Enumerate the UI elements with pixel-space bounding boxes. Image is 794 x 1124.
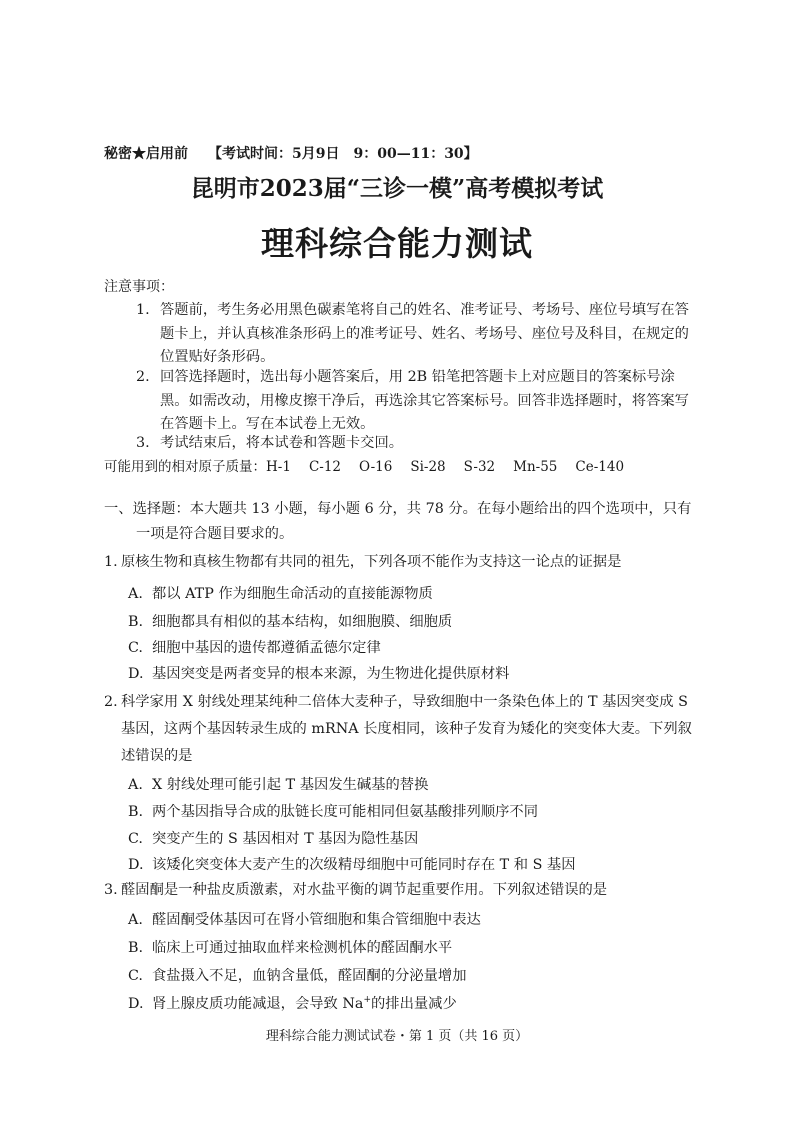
option-text: 醛固酮受体基因可在肾小管细胞和集合管细胞中表达 [152,912,481,928]
option-label: C. [128,831,143,847]
option-text: 细胞中基因的遗传都遵循孟德尔定律 [152,640,381,656]
option-text-tail: 的排出量减少 [370,996,457,1012]
atomic-masses-label: 可能用到的相对原子质量： [104,459,266,475]
atomic-mass-c: C-12 [308,459,342,475]
question-1-option-a [128,583,433,603]
question-number: 1. [104,554,118,570]
notice-item-text: 回答选择题时，选出每小题答案后，用 2B 铅笔把答题卡上对应题目的答案标号涂黑。如需改动，用橡皮擦干净后，再选涂其它答案标号。回答非选择题时，将答案写在答题卡上。写在本试卷上无效。 [160,369,689,432]
atomic-mass-s: S-32 [463,459,496,475]
option-superscript: + [363,995,371,1006]
notice-item-text: 答题前，考生务必用黑色碳素笔将自己的姓名、准考证号、考场号、座位号填写在答题卡上，并认真核准条形码上的准考证号、姓名、考场号、座位号及科目，在规定的位置贴好条形码。 [160,302,689,365]
notice-item-number: 2. [136,369,150,385]
option-label: B. [128,804,144,820]
option-label: B. [128,614,144,630]
option-text: 突变产生的 S 基因相对 T 基因为隐性基因 [152,831,419,847]
question-text: 醛固酮是一种盐皮质激素，对水盐平衡的调节起重要作用。下列叙述错误的是 [121,882,608,898]
notice-item-text: 考试结束后，将本试卷和答题卡交回。 [160,435,404,451]
atomic-masses [104,455,624,475]
option-label: D. [128,857,144,873]
option-text: 两个基因指导合成的肽链长度可能相同但氨基酸排列顺序不同 [152,804,539,820]
exam-time: 【考试时间：5月9日 9：00—11：30】 [208,146,478,162]
option-label: B. [128,940,144,956]
question-2-option-a [128,774,428,794]
header-line [104,143,478,163]
question-3-stem [104,877,700,904]
option-text: 细胞都具有相似的基本结构，如细胞膜、细胞质 [152,614,453,630]
option-label: D. [128,996,144,1012]
question-number: 2. [104,694,118,710]
question-3-option-b [128,937,452,957]
notice-item [136,432,700,456]
page-footer: 理科综合能力测试试卷・第 1 页（共 16 页） [265,1029,529,1044]
atomic-mass-si: Si-28 [410,459,446,475]
option-text: 基因突变是两者变异的根本来源，为生物进化提供原材料 [152,666,510,682]
notice-item-number: 3. [136,435,150,451]
option-text: 临床上可通过抽取血样来检测机体的醛固酮水平 [152,940,453,956]
option-label: D. [128,666,144,682]
option-label: A. [128,586,143,602]
option-text: 食盐摄入不足，血钠含量低，醛固酮的分泌量增加 [152,968,467,984]
atomic-mass-h: H-1 [266,459,291,475]
atomic-mass-o: O-16 [359,459,393,475]
option-label: C. [128,640,143,656]
atomic-mass-mn: Mn-55 [513,459,558,475]
option-label: A. [128,912,143,928]
question-text: 科学家用 X 射线处理某纯种二倍体大麦种子，导致细胞中一条染色体上的 T 基因突变成 S 基因，这两个基因转录生成的 mRNA 长度相同，该种子发育为矮化的突变体大麦。下列叙述错误的是 [121,694,692,764]
section-heading [104,497,700,547]
question-2-stem [104,689,700,770]
option-text: 该矮化突变体大麦产生的次级精母细胞中可能同时存在 T 和 S 基因 [152,857,576,873]
question-1-option-c [128,637,381,657]
section-line-1: 一、选择题：本大题共 13 小题，每小题 6 分，共 78 分。在每小题给出的四个选项中，只有 [104,501,692,517]
option-label: A. [128,777,143,793]
question-1-option-d [128,663,509,683]
notice-heading: 注意事项： [104,279,174,295]
question-2-option-c [128,828,418,848]
question-3-option-a [128,909,481,929]
notice-item [136,366,700,437]
question-3-option-c [128,965,467,985]
atomic-mass-ce: Ce-140 [575,459,625,475]
question-1-option-b [128,611,452,631]
question-2-option-b [128,801,538,821]
question-1-stem [104,549,700,576]
notice-item [136,299,700,370]
option-text: 肾上腺皮质功能减退，会导致 Na [152,996,364,1012]
option-text: X 射线处理可能引起 T 基因发生碱基的替换 [152,777,429,793]
exam-title: 昆明市2023届“三诊一模”高考模拟考试 [190,175,604,202]
question-2-option-d [128,854,576,874]
section-line-2: 一项是符合题目要求的。 [136,526,294,542]
subject-title: 理科综合能力测试 [261,224,533,263]
option-text: 都以 ATP 作为细胞生命活动的直接能源物质 [152,586,433,602]
option-label: C. [128,968,143,984]
question-text: 原核生物和真核生物都有共同的祖先，下列各项不能作为支持这一论点的证据是 [121,554,622,570]
notice-item-number: 1. [136,302,150,318]
question-number: 3. [104,882,118,898]
secret-label: 秘密★启用前 [104,146,188,162]
question-3-option-d [128,993,457,1013]
